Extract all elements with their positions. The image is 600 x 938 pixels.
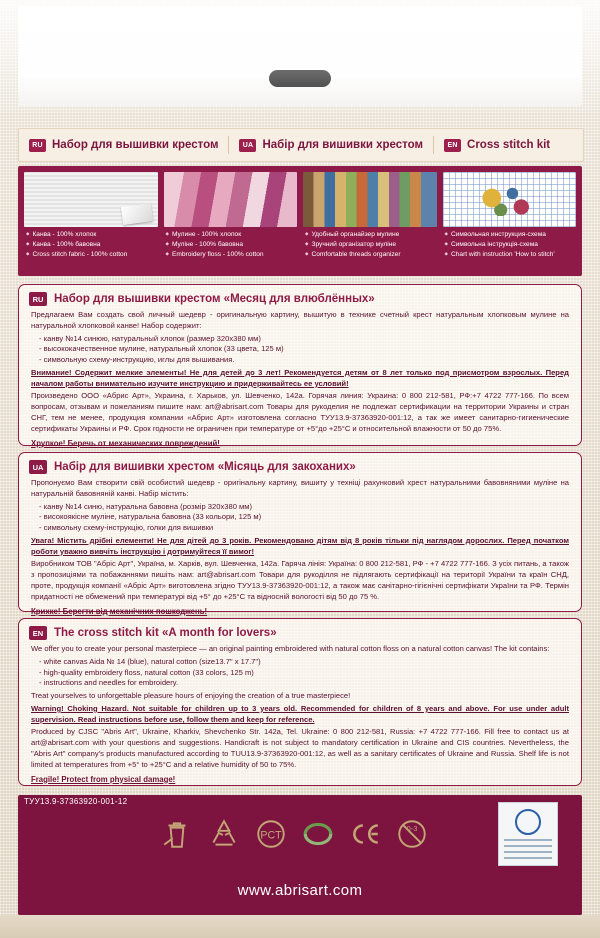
lang-item-ru [19,129,228,161]
certificate-line [504,857,552,859]
hang-hole [269,70,331,87]
lang-title-ru: Набор для вышивки крестом [52,139,219,151]
organizer-photo-icon [303,172,437,227]
kit-item: - символьну схему-інструкцію, голки для вишивки [39,523,214,533]
flag-badge-ru: RU [29,139,46,152]
block-head-en [19,619,581,642]
canvas-photo-icon [24,172,158,227]
trash-bin-icon [160,817,194,851]
feature-organizer-bullets [303,231,437,260]
bullet-line: ◆ Муліне - 100% бавовна [166,241,298,250]
certificate-line [504,845,552,847]
flag-badge-ru: RU [29,292,47,306]
warning-text: Внимание! Содержит мелкие элементы! Не для детей до 3 лет! Рекомендуется детям от 8 лет только под присмотром взрослых. Перед началом работы внимательно изучите инструкцию и придерживайтесь ее условий! [31,367,569,388]
article-number: ТУУ13.9-37363920-001-12 [24,797,128,806]
block-body-ru [19,308,581,460]
block-title-ua: Набір для вишивки хрестом «Місяць для закоханих» [54,461,356,473]
intro-text: Предлагаем Вам создать свой личный шедевр - оригинальную картину, вышитую в технике счетный крест натуральным хлопковым мулине на натуральной хлопковой канве! Набор содержит: [31,310,569,330]
bullet-line: ◆ Comfortable threads organizer [305,251,437,260]
feature-floss [164,172,298,270]
feature-chart-bullets [443,231,577,260]
bullet-line: ◆ Зручний організатор муліне [305,241,437,250]
feature-chart [443,172,577,270]
bullet-line: ◆ Канва - 100% бавовна [26,241,158,250]
feature-organizer [303,172,437,270]
kit-item: - канву №14 синюю, натуральный хлопок (размер 320х380 мм) [39,333,261,343]
block-head-ua [19,453,581,476]
kit-item: - instructions and needles for embroidery. [39,678,179,688]
ce-mark-icon [348,817,382,851]
bullet-line: ◆ Удобный органайзер мулине [305,231,437,240]
kit-item: - канву №14 синю, натуральна бавовна (розмір 320х380 мм) [39,501,253,511]
bullet-line: ◆ Chart with instruction 'How to stitch' [445,251,577,260]
fragile-text: Fragile! Protect from physical damage! [31,774,176,784]
certificate-line [504,839,552,841]
intro-text: We offer you to create your personal masterpiece — an original painting embroidered with natural cotton floss on a natural cotton canvas! The kit contains: [31,644,550,653]
warning-text: Увага! Містить дрібні елементи! Не для дітей до 3 років. Рекомендовано дітям від 8 років тільки під наглядом дорослих. Перед початком роботи уважно вивчіть інструкцію і дотримуйтеся її вимог! [31,535,569,556]
producer-text: Произведено ООО «Абрис Арт», Украина, г. Харьков, ул. Шевченко, 142а. Горячая линия: Украина: 0 800 212-581, РФ:+7 4722 777-166. По всем вопросам, отзывам и пожеланиям пишите нам: art@abrisart.com Товары для рукоделия не подлежат сертификации на территории Украины и стран СНГ, тем не менее, продукция компании «Абрис Арт» изготовлена согласно ТУУ13.9-37363920-001:12, а так же имеет санитарно-гигиенические сертификаты Украины и РФ. Срок годности не ограничен при температуре от +5°до +25°С и относительной влажности от 50 до 75%. [31,391,569,433]
warning-text: Warning! Choking Hazard. Not suitable for children up to 3 years old. Recommended for children of 8 years and above. For use under adult supervision. Read instructions before use, follow them and keep for reference. [31,703,569,724]
svg-text:0-3: 0-3 [406,823,418,833]
kit-contents-en [39,657,569,689]
kit-contents-ru [39,334,569,366]
block-body-en [19,642,581,796]
producer-text: Виробником ТОВ "Абріс Арт", Україна, м. Харків, вул. Шевченка, 142а. Гаряча лінія: Україна: 0 800 212-581, РФ - +7 4722 777-166. З усіх питань, а також з пропозиціями та побажаннями пишіть нам: art@abrisart.com Товари для рукоділля не підлягають сертифікації на території України та країн СНД, проте, продукція компанії «Абріс Арт» виготовлена згідно ТУУ13.9-37363920-001:12, а також має санітарно-гігієнічні сертифікати України та РФ. Термін придатності не обмежений при температурі від +5° до +25°С та відносній вологості від 50 до 75 %. [31,559,569,601]
website-url[interactable]: www.abrisart.com [237,882,363,899]
kit-item: - высококачественное мулине, натуральный хлопок (33 цвета, 125 м) [39,344,284,354]
paper-recycling-icon [207,817,241,851]
block-body-ua [19,476,581,628]
certificate-line [504,851,552,853]
bullet-line: ◆ Символьная инструкция-схема [445,231,577,240]
block-head-ru [19,285,581,308]
kit-contents-ua [39,502,569,534]
certificate-seal-icon [515,809,541,835]
bullet-line: ◆ Embroidery floss - 100% cotton [166,251,298,260]
flag-badge-en: EN [29,626,47,640]
instruction-block-ru [18,284,582,446]
certificate-thumbnail [498,802,558,866]
kit-item: - високоякісне муліне, натуральна бавовна (33 кольори, 125 м) [39,512,262,522]
chart-photo-icon [443,172,577,227]
kit-item: - high-quality embroidery floss, natural cotton (33 colors, 125 m) [39,667,254,677]
bag-bottom-edge [0,915,600,938]
instruction-block-en [18,618,582,786]
instruction-block-ua [18,452,582,616]
intro-text: Пропонуємо Вам створити свій особистий шедевр - оригінальну картину, вишиту у техніці рахунковий хрест натуральними бавовняними муліне на натуральній бавовняній канві. Набір містить: [31,478,569,498]
kit-item: - white canvas Aida № 14 (blue), natural cotton (size13.7" x 17.7") [39,656,261,666]
kit-item: - символьную схему-инструкцию, иглы для вышивания. [39,355,235,365]
lang-title-en: Cross stitch kit [467,139,551,151]
fragile-text: Хрупкое! Беречь от механических повреждений! [31,438,220,448]
feature-canvas-bullets [24,231,158,260]
compliance-icon-row [160,806,460,862]
bullet-line: ◆ Мулине - 100% хлопок [166,231,298,240]
lang-item-en [434,129,560,161]
features-photo-panel [18,166,582,276]
bullet-line: ◆ Канва - 100% хлопок [26,231,158,240]
flag-badge-ua: UA [29,460,47,474]
lang-item-ua [229,129,433,161]
flag-badge-en: EN [444,139,461,152]
floss-photo-icon [164,172,298,227]
lang-title-ua: Набір для вишивки хрестом [262,139,424,151]
svg-text:PCT: PCT [260,829,282,842]
treat-text: Treat yourselves to unforgettable pleasure hours of enjoying the creation of a true masterpiece! [31,691,351,701]
language-title-bar [18,128,584,162]
producer-text: Produced by CJSC "Abris Art", Ukraine, Kharkiv, Shevchenko Str. 142a, Tel. Ukraine: 0 800 212-581, Russia: +7 4722 777-166. Fill free to contact us at art@abrisart.com with your questions and suggestions. Handicraft is not subject to mandatory certification in Ukraine and CIS countries. Nevertheless, the "Abris Art" company's products manufactured according to TUU13.9-37363920-001:12, as well as a sanitary certificates of Ukraine and Russia. Shelf life is not limited at temperatures from +5° to +25°C and a relative humidity of 50 to 75%. [31,727,569,769]
website-bar[interactable] [18,866,582,915]
bullet-line: ◆ Cross stitch fabric - 100% cotton [26,251,158,260]
green-dot-icon [301,817,335,851]
header-white-strip [18,6,582,106]
feature-canvas [24,172,158,270]
fragile-text: Крихке! Берегти від механічних пошкоджень! [31,606,208,616]
pst-certification-icon [254,817,288,851]
feature-floss-bullets [164,231,298,260]
block-title-ru: Набор для вышивки крестом «Месяц для влюблённых» [54,293,375,305]
flag-badge-ua: UA [239,139,256,152]
age-0-3-restriction-icon [395,817,429,851]
block-title-en: The cross stitch kit «A month for lovers» [54,627,277,639]
bullet-line: ◆ Символьна інструкція-схема [445,241,577,250]
